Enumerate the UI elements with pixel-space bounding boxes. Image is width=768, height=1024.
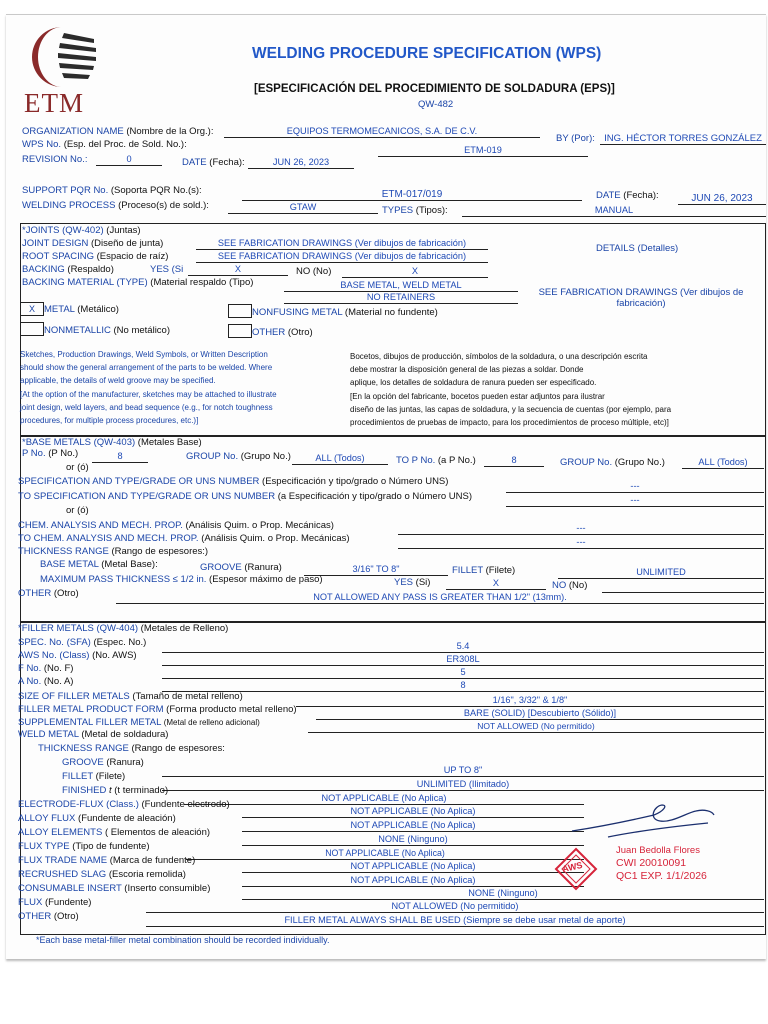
nonfusing-checkbox[interactable] — [228, 304, 252, 318]
document-subtitle: [ESPECIFICACIÓN DEL PROCEDIMIENTO DE SOLDADURA (EPS)] — [254, 83, 615, 95]
wps-value: ETM-019 — [378, 145, 588, 157]
weld-fillet-label: FILLET (Filete) — [62, 771, 126, 782]
wps-label: WPS No. (Esp. del Proc. de Sold. No.): — [22, 139, 187, 150]
filler-row-label: AWS No. (Class) (No. AWS) — [18, 650, 137, 661]
fillet-value: UNLIMITED — [558, 567, 764, 579]
revision-label: REVISION No.: — [22, 154, 88, 165]
group2-label: GROUP No. (Grupo No.) — [560, 457, 665, 468]
groove-label: GROOVE (Ranura) — [200, 562, 282, 573]
signature-scribble — [568, 797, 718, 841]
maxpass-label: MAXIMUM PASS THICKNESS ≤ 1/2 in. (Espesor máximo de paso) — [40, 574, 323, 585]
revision-value: 0 — [96, 154, 162, 166]
types-value: MANUAL — [462, 205, 766, 217]
or-label: or (ó) — [66, 462, 89, 473]
filler-row-label: SIZE OF FILLER METALS (Tamaño de metal relleno) — [18, 691, 243, 702]
filler-row2-label: ALLOY FLUX (Fundente de aleación) — [18, 813, 176, 824]
filler-row2-label: FLUX TYPE (Tipo de fundente) — [18, 841, 150, 852]
weld-groove-value: UP TO 8" — [162, 765, 764, 777]
metal-checkbox[interactable]: X — [20, 302, 44, 316]
filler-row-label: F No. (No. F) — [18, 663, 74, 674]
backing-material-value-2: NO RETAINERS — [284, 292, 518, 304]
stamp-block — [554, 845, 764, 895]
joint-design-value: SEE FABRICATION DRAWINGS (Ver dibujos de fabricación) — [196, 238, 488, 250]
top-label: TO P No. (a P No.) — [396, 455, 476, 466]
stamp-cwi: CWI 20010091 — [616, 857, 687, 869]
nonfusing-label: NONFUSING METAL (Material no fundente) — [252, 307, 438, 318]
backing-yes-value: X — [188, 264, 288, 276]
process-label: WELDING PROCESS (Proceso(s) de sold.): — [22, 200, 209, 211]
filler-row2-value: NOT APPLICABLE (No Aplica) — [242, 875, 584, 887]
spec-value: --- — [506, 481, 764, 493]
stamp-qc1: QC1 EXP. 1/1/2026 — [616, 870, 707, 882]
filler-section-label: *FILLER METALS (QW-404) (Metales de Relleno) — [18, 623, 229, 634]
joints-note-en: Sketches, Production Drawings, Weld Symbols, or Written Description should show the general arrangement of the parts to be welded. Where applicable, the details of weld groove may be specified. [At the option of the manufacturer, sketches may be attached to illustrate joint design, weld layers, and bead sequence (e.g., for notch toughness procedures, for multiple process procedures, etc.)] — [20, 350, 277, 426]
aws-stamp-text: AWS — [561, 859, 584, 875]
top-value: 8 — [484, 455, 544, 467]
filler-row-value: 8 — [162, 680, 764, 692]
filler-row-label: FILLER METAL PRODUCT FORM (Forma producto metal relleno) — [18, 704, 297, 715]
chem-label: CHEM. ANALYSIS AND MECH. PROP. (Análisis Quim. o Prop. Mecánicas) — [18, 520, 334, 531]
chem-value: --- — [398, 523, 764, 535]
date-label: DATE (Fecha): — [182, 157, 245, 168]
other-checkbox[interactable] — [228, 324, 252, 338]
filler-row2-value: FILLER METAL ALWAYS SHALL BE USED (Siempre se debe usar metal de aporte) — [146, 915, 764, 927]
org-value: EQUIPOS TERMOMECANICOS, S.A. DE C.V. — [224, 126, 540, 138]
nonmetallic-checkbox[interactable] — [20, 322, 44, 336]
etm-logo — [22, 21, 102, 118]
filler-row-value: 1/16", 3/32" & 1/8" — [296, 695, 764, 707]
group-label: GROUP No. (Grupo No.) — [186, 451, 291, 462]
base-metal-label: BASE METAL (Metal Base): — [40, 559, 158, 570]
base-other-label: OTHER (Otro) — [18, 588, 79, 599]
group2-value: ALL (Todos) — [682, 457, 764, 469]
filler-row2-label: ALLOY ELEMENTS ( Elementos de aleación) — [18, 827, 211, 838]
root-spacing-label: ROOT SPACING (Espacio de raíz) — [22, 251, 169, 262]
filler-row2-value: NOT APPLICABLE (No Aplica) — [242, 861, 584, 873]
joint-design-label: JOINT DESIGN (Diseño de junta) — [22, 238, 164, 249]
logo-globe-icon — [22, 21, 102, 91]
root-spacing-value: SEE FABRICATION DRAWINGS (Ver dibujos de fabricación) — [196, 251, 488, 263]
filler-row2-value: NOT APPLICABLE (No Aplica) — [242, 820, 584, 832]
filler-row-value: 5.4 — [162, 641, 764, 653]
nonmetallic-label: NONMETALLIC (No metálico) — [44, 325, 171, 336]
filler-row2-label: ELECTRODE-FLUX (Class.) (Fundente electrodo) — [18, 799, 230, 810]
filler-row-value: 5 — [162, 667, 764, 679]
filler-row2-value: NONE (Ninguno) — [242, 834, 584, 846]
filler-row2-value: NOT APPLICABLE (No Aplica) — [186, 848, 584, 860]
backing-no-label: NO (No) — [296, 266, 332, 277]
pno-value: 8 — [92, 451, 148, 463]
by-label: BY (Por): — [556, 133, 595, 144]
by-value: ING. HÉCTOR TORRES GONZÁLEZ — [600, 133, 766, 145]
filler-row2-value: NONE (Ninguno) — [242, 888, 764, 900]
other-label: OTHER (Otro) — [252, 327, 313, 338]
process-value: GTAW — [228, 202, 378, 214]
filler-row-value: BARE (SOLID) [Descubierto (Sólido)] — [316, 708, 764, 720]
weld-groove-label: GROOVE (Ranura) — [62, 757, 144, 768]
document-page — [6, 14, 766, 959]
filler-row2-label: OTHER (Otro) — [18, 911, 79, 922]
spec-label: SPECIFICATION AND TYPE/GRADE OR UNS NUMBER (Especificación y tipo/grado o Número UNS) — [18, 476, 449, 487]
filler-row2-label: FLUX (Fundente) — [18, 897, 92, 908]
weld-finished-label: FINISHED t (t terminado) — [62, 785, 169, 796]
types-label: TYPES (Tipos): — [382, 205, 448, 216]
filler-row2-value: NOT ALLOWED (No permitido) — [146, 901, 764, 913]
fillet-label: FILLET (Filete) — [452, 565, 516, 576]
filler-row2-label: FLUX TRADE NAME (Marca de fundente) — [18, 855, 196, 866]
document-code: QW-482 — [418, 99, 454, 110]
joints-section-label: *JOINTS (QW-402) (Juntas) — [22, 225, 141, 236]
backing-material-value: BASE METAL, WELD METAL — [284, 280, 518, 292]
footer-note: *Each base metal-filler metal combination should be recorded individually. — [36, 935, 330, 945]
tospec-label: TO SPECIFICATION AND TYPE/GRADE OR UNS NUMBER (a Especificación y tipo/grado o Número UNS) — [18, 491, 473, 502]
backing-label: BACKING (Respaldo) — [22, 264, 114, 275]
weld-metal-label: WELD METAL (Metal de soldadura) — [18, 729, 169, 740]
backing-material-label: BACKING MATERIAL (TYPE) (Material respaldo (Tipo) — [22, 277, 254, 288]
date-value: JUN 26, 2023 — [248, 157, 354, 169]
metal-label: METAL (Metálico) — [44, 304, 119, 315]
filler-row-label: SUPPLEMENTAL FILLER METAL (Metal de relleno adicional) — [18, 717, 260, 728]
pqr-date-label: DATE (Fecha): — [596, 190, 659, 201]
filler-row2-label: RECRUSHED SLAG (Escoria remolida) — [18, 869, 186, 880]
thickness-range-label: THICKNESS RANGE (Rango de espesores:) — [18, 546, 209, 557]
filler-row2-value: NOT APPLICABLE (No Aplica) — [242, 806, 584, 818]
or2-label: or (ó) — [66, 505, 89, 516]
logo-text: ETM — [24, 88, 84, 118]
pqr-label: SUPPORT PQR No. (Soporta PQR No.(s): — [22, 185, 202, 196]
stamp-name: Juan Bedolla Flores — [616, 845, 700, 856]
groove-value: 3/16" TO 8" — [304, 564, 448, 576]
pno-label: P No. (P No.) — [22, 448, 79, 459]
details-value: SEE FABRICATION DRAWINGS (Ver dibujos de fabricación) — [538, 287, 744, 309]
joints-note-es: Bocetos, dibujos de producción, símbolos de la soldadura, o una descripción escrita debe mostrar la disposición general de las piezas a soldar. Donde aplique, los detalles de soldadura de ranura pueden ser especificado. [En la opción del fabricante, bocetos pueden estar adjuntos para ilustrar diseño de las juntas, las capas de soldadura, y la secuencia de cuentas (por ejemplo, para procedimientos de pruebas de impacto, para los procedimientos de proceso múltiple, etc)] — [350, 352, 672, 428]
filler-row2-label: CONSUMABLE INSERT (Inserto consumible) — [18, 883, 211, 894]
pqr-value: ETM-017/019 — [242, 189, 582, 201]
tochem-value: --- — [398, 537, 764, 549]
base-metals-section-label: *BASE METALS (QW-403) (Metales Base) — [22, 437, 202, 448]
weld-finished-value: NOT APPLICABLE (No Aplica) — [184, 793, 584, 805]
filler-row-value: NOT ALLOWED (No permitido) — [308, 721, 764, 733]
backing-yes-label: YES (Si — [150, 264, 184, 275]
maxpass-yes-value: X — [446, 578, 546, 590]
group-value: ALL (Todos) — [292, 453, 388, 465]
org-label: ORGANIZATION NAME (Nombre de la Org.): — [22, 126, 214, 137]
filler-row-label: SPEC. No. (SFA) (Espec. No.) — [18, 637, 147, 648]
base-other-value: NOT ALLOWED ANY PASS IS GREATER THAN 1/2" (13mm). — [116, 592, 764, 604]
details-label: DETAILS (Detalles) — [596, 243, 679, 254]
weld-fillet-value: UNLIMITED (Ilimitado) — [162, 779, 764, 791]
document-title: WELDING PROCEDURE SPECIFICATION (WPS) — [252, 45, 602, 62]
filler-row-label: A No. (No. A) — [18, 676, 74, 687]
backing-no-value: X — [342, 266, 488, 278]
filler-row-value: ER308L — [162, 654, 764, 666]
tochem-label: TO CHEM. ANALYSIS AND MECH. PROP. (Análisis Quim. o Prop. Mecánicas) — [18, 533, 350, 544]
tospec-value: --- — [506, 495, 764, 507]
maxpass-no-label: NO (No) — [552, 580, 588, 591]
maxpass-yes-label: YES (Si) — [394, 577, 431, 588]
weld-thickness-label: THICKNESS RANGE (Rango de espesores: — [38, 743, 225, 754]
pqr-date-value: JUN 26, 2023 — [678, 193, 766, 205]
